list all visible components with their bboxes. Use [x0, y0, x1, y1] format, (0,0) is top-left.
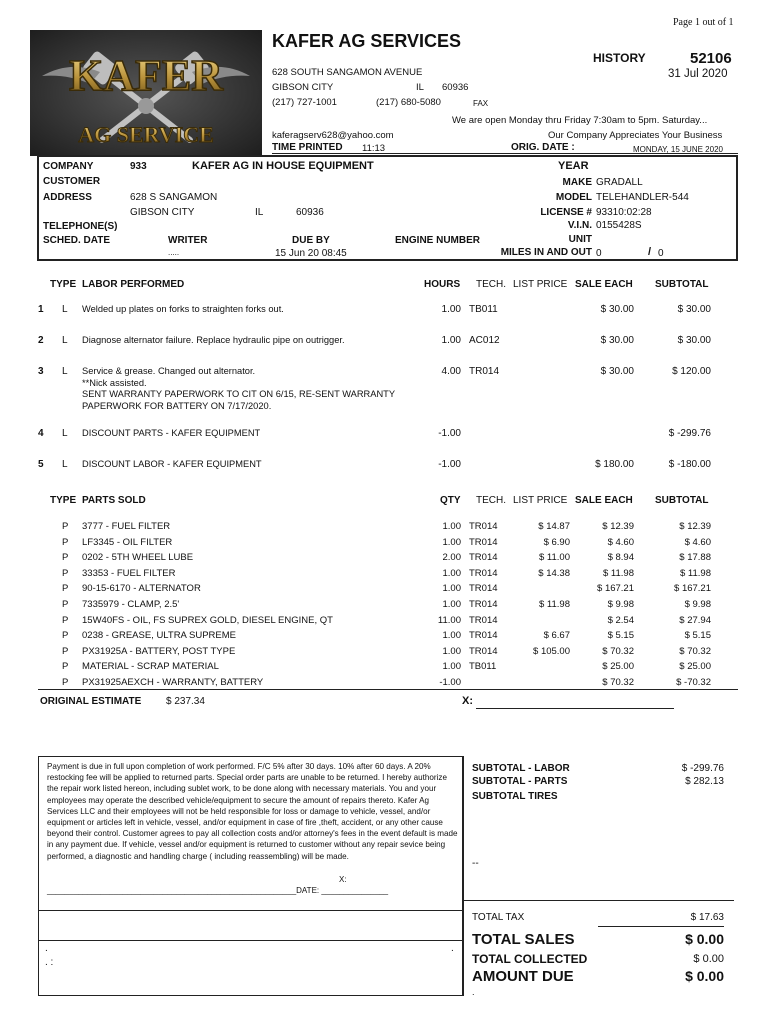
part-description: 15W40FS - OIL, FS SUPREX GOLD, DIESEL ENGINE, QT: [82, 614, 333, 626]
terms-text: Payment is due in full upon completion of work performed. F/C 5% after 30 days. 10% after 60 days. A 20% restocking fee will be applied to returned parts. Special order parts are unable to be returned. I hereby authorize the repair work listed hereon, including sublet work, to be done along with necessary materials. You and your employees may operate the described vehicle/equipment to secure the amount of repairs thereto. Kafer Ag Services LLC and their employees will not be held responsible for loss or damage to vehicle, vessel, and/or equipment or articles left in vehicle, vessel, and/or equipment in case of fire ,theft, accident, or any other cause beyond their control. Customer agrees to pay all collection costs and/or attorney's fees in the event default is made in any payment due. If vehicle, vessel and/or equipment is returned to customer without any repair sevice being performed, a diagnostic and handling charge ( including reassembling) will be made.: [47, 762, 458, 861]
labor-subtotal: $ 30.00: [677, 335, 711, 346]
part-sale-each: $ 70.32: [602, 645, 634, 657]
part-subtotal: $ 12.39: [679, 521, 711, 532]
miles-out: 0: [658, 248, 664, 259]
part-list-price: $ 11.98: [539, 599, 570, 610]
parts-tech-header: TECH.: [476, 495, 506, 506]
part-subtotal: $ 17.88: [679, 552, 711, 564]
part-description: 3777 - FUEL FILTER: [82, 521, 171, 532]
subtotal-labor-label: SUBTOTAL - LABOR: [472, 763, 570, 774]
company-city: GIBSON CITY: [272, 82, 334, 93]
labor-subtotal: $ -299.76: [668, 428, 711, 439]
total-tax-value: $ 17.63: [690, 912, 724, 923]
part-sale-each: $ 167.21: [597, 583, 634, 595]
company-label: COMPANY: [43, 161, 94, 172]
company-phone: (217) 727-1001: [272, 97, 337, 108]
customer-address: 628 S SANGAMON: [130, 192, 218, 203]
part-qty: 1.00: [442, 599, 461, 610]
logo-text-kafer: KAFER: [69, 51, 223, 100]
part-description: LF3345 - OIL FILTER: [82, 536, 173, 548]
part-type: P: [62, 552, 69, 564]
company-number: 933: [130, 161, 147, 172]
part-tech: TR014: [469, 567, 498, 579]
model-value: TELEHANDLER-544: [596, 192, 689, 203]
part-list-price: $ 14.87: [538, 521, 570, 532]
engine-number-label: ENGINE NUMBER: [395, 235, 481, 246]
customer-company-name: KAFER AG IN HOUSE EQUIPMENT: [192, 160, 374, 172]
page-number-label: Page 1 out of 1: [673, 17, 734, 28]
part-subtotal: $ 4.60: [684, 536, 711, 548]
labor-subtotal: $ -180.00: [668, 459, 711, 470]
amount-due-label: AMOUNT DUE: [472, 968, 574, 985]
labor-type-header: TYPE: [50, 279, 77, 290]
total-sales-value: $ 0.00: [685, 931, 724, 947]
company-state: IL: [416, 82, 424, 93]
part-tech: TR014: [469, 614, 498, 626]
subtotal-parts-value: $ 282.13: [685, 776, 724, 787]
labor-description-line: Welded up plates on forks to straighten forks out.: [82, 304, 284, 314]
labor-subtotal: $ 30.00: [677, 304, 711, 315]
part-description: 90-15-6170 - ALTERNATOR: [82, 583, 201, 595]
vin-label: V.I.N.: [567, 220, 592, 231]
tax-underline: [598, 926, 724, 927]
license-label: LICENSE #: [540, 207, 592, 218]
sched-date-label: SCHED. DATE: [43, 235, 111, 246]
labor-sale-each-header: SALE EACH: [575, 279, 633, 290]
part-type: P: [62, 583, 69, 595]
part-qty: 1.00: [442, 630, 461, 642]
part-list-price: $ 11.00: [539, 552, 570, 564]
part-list-price: $ 105.00: [533, 645, 570, 657]
part-sale-each: $ 9.98: [607, 599, 634, 610]
labor-description-line: DISCOUNT PARTS - KAFER EQUIPMENT: [82, 428, 261, 438]
customer-city: GIBSON CITY: [130, 207, 195, 218]
terms-dot-right: .: [451, 943, 454, 954]
part-qty: 2.00: [442, 552, 461, 564]
part-qty: 1.00: [442, 567, 461, 579]
part-tech: TR014: [469, 521, 498, 532]
part-subtotal: $ 5.15: [684, 630, 711, 642]
fax-label: FAX: [473, 99, 489, 108]
labor-hours: 1.00: [441, 335, 461, 346]
labor-sale-each: $ 30.00: [600, 304, 634, 315]
part-description: PX31925AEXCH - WARRANTY, BATTERY: [82, 677, 264, 688]
labor-hours-header: HOURS: [424, 279, 461, 290]
labor-line-number: 3: [38, 366, 44, 377]
part-subtotal: $ 167.21: [674, 583, 711, 595]
part-description: PX31925A - BATTERY, POST TYPE: [82, 645, 236, 657]
part-qty: 1.00: [442, 536, 461, 548]
labor-sale-each: $ 30.00: [600, 366, 634, 377]
company-zip: 60936: [442, 82, 469, 93]
labor-tech: TB011: [469, 304, 498, 315]
time-printed-value: 11:13: [362, 143, 386, 154]
labor-description-line: **Nick assisted.: [82, 377, 147, 388]
model-label: MODEL: [555, 192, 592, 203]
miles-in: 0: [596, 248, 602, 259]
part-sale-each: $ 4.60: [607, 536, 634, 548]
part-qty: 1.00: [442, 583, 461, 595]
part-type: P: [62, 614, 69, 626]
company-logo: [30, 30, 262, 156]
subtotal-labor-value: $ -299.76: [681, 763, 724, 774]
terms-divider-1: [39, 910, 463, 911]
part-subtotal: $ 9.98: [684, 599, 711, 610]
totals-divider: [464, 900, 734, 901]
labor-hours: -1.00: [438, 459, 461, 470]
estimate-divider: [38, 689, 738, 690]
labor-description-line: Diagnose alternator failure. Replace hydraulic pipe on outrigger.: [82, 335, 345, 345]
estimate-signature-x: X:: [462, 695, 473, 707]
part-list-price: $ 14.38: [538, 567, 570, 579]
labor-line-number: 2: [38, 335, 44, 346]
totals-dash: --: [472, 858, 479, 869]
part-subtotal: $ 25.00: [679, 661, 711, 673]
customer-label: CUSTOMER: [43, 176, 101, 187]
labor-type: L: [62, 428, 68, 439]
labor-tech-header: TECH.: [476, 279, 506, 290]
part-description: 0238 - GREASE, ULTRA SUPREME: [82, 630, 236, 642]
make-label: MAKE: [562, 177, 592, 188]
parts-qty-header: QTY: [440, 495, 461, 506]
labor-description-line: PAPERWORK FOR BATTERY ON 7/17/2020.: [82, 400, 272, 411]
part-subtotal: $ 11.98: [680, 567, 711, 579]
writer-label: WRITER: [168, 235, 208, 246]
due-by-value: 15 Jun 20 08:45: [275, 248, 347, 259]
part-list-price: $ 6.90: [543, 536, 570, 548]
labor-line-number: 4: [38, 428, 44, 439]
company-email: kaferagserv628@yahoo.com: [272, 130, 394, 141]
labor-description-line: DISCOUNT LABOR - KAFER EQUIPMENT: [82, 459, 262, 469]
unit-label: UNIT: [568, 234, 592, 245]
labor-line-number: 1: [38, 304, 44, 315]
labor-type: L: [62, 459, 68, 470]
customer-zip: 60936: [296, 207, 324, 218]
business-hours: We are open Monday thru Friday 7:30am to 5pm. Saturday...: [452, 115, 708, 126]
parts-subtotal-header: SUBTOTAL: [655, 495, 709, 506]
part-type: P: [62, 677, 69, 688]
logo-text-ag-service: AG SERVICE: [78, 122, 214, 147]
part-type: P: [62, 567, 69, 579]
original-estimate-label: ORIGINAL ESTIMATE: [40, 696, 142, 707]
terms-signature-x: X:: [339, 875, 347, 884]
labor-type: L: [62, 304, 68, 315]
part-description: 7335979 - CLAMP, 2.5': [82, 599, 180, 610]
part-qty: 1.00: [442, 661, 461, 673]
part-sale-each: $ 11.98: [603, 567, 634, 579]
part-type: P: [62, 661, 69, 673]
parts-sale-each-header: SALE EACH: [575, 495, 633, 506]
part-subtotal: $ 70.32: [679, 645, 711, 657]
totals-bottom-dot: .: [472, 987, 475, 997]
labor-tech: TR014: [469, 366, 500, 377]
part-tech: TR014: [469, 536, 498, 548]
labor-subtotal-header: SUBTOTAL: [655, 279, 709, 290]
part-list-price: $ 6.67: [543, 630, 570, 642]
part-tech: TR014: [469, 599, 498, 610]
part-qty: 1.00: [442, 521, 461, 532]
terms-dot-left: .: [45, 943, 48, 954]
part-sale-each: $ 8.94: [607, 552, 634, 564]
part-qty: -1.00: [439, 677, 461, 688]
terms-colon: . :: [45, 957, 54, 968]
doc-type: HISTORY: [593, 51, 646, 65]
writer-value: .....: [168, 248, 180, 257]
company-name: KAFER AG SERVICES: [272, 31, 462, 51]
part-type: P: [62, 599, 69, 610]
labor-type: L: [62, 335, 68, 346]
part-description: MATERIAL - SCRAP MATERIAL: [82, 661, 219, 673]
labor-hours: 4.00: [441, 366, 461, 377]
total-tax-label: TOTAL TAX: [472, 912, 525, 923]
labor-subtotal: $ 120.00: [672, 366, 711, 377]
subtotal-tires-label: SUBTOTAL TIRES: [472, 791, 558, 802]
part-sale-each: $ 5.15: [607, 630, 634, 642]
company-fax-number: (217) 680-5080: [376, 97, 441, 108]
part-description: 33353 - FUEL FILTER: [82, 567, 176, 579]
doc-date: 31 Jul 2020: [668, 68, 728, 80]
labor-sale-each: $ 30.00: [600, 335, 634, 346]
license-value: 93310:02:28: [596, 207, 652, 218]
amount-due-value: $ 0.00: [685, 968, 724, 984]
total-collected-value: $ 0.00: [693, 953, 724, 965]
part-type: P: [62, 630, 69, 642]
totals-box: [462, 756, 734, 996]
total-sales-label: TOTAL SALES: [472, 931, 575, 948]
part-type: P: [62, 536, 69, 548]
terms-divider-2: [39, 940, 463, 941]
part-tech: TR014: [469, 630, 498, 642]
address-label: ADDRESS: [43, 192, 92, 203]
time-printed-label: TIME PRINTED: [272, 142, 343, 153]
part-description: 0202 - 5TH WHEEL LUBE: [82, 552, 194, 564]
part-tech: TR014: [469, 552, 498, 564]
vin-value: 0155428S: [596, 220, 642, 231]
part-sale-each: $ 70.32: [602, 677, 634, 688]
parts-type-header: TYPE: [50, 495, 77, 506]
year-label: YEAR: [558, 160, 589, 172]
labor-tech: AC012: [469, 335, 500, 346]
part-tech: TB011: [469, 661, 497, 673]
part-qty: 11.00: [437, 614, 461, 626]
due-by-label: DUE BY: [292, 235, 330, 246]
labor-line-number: 5: [38, 459, 44, 470]
customer-state: IL: [255, 207, 264, 218]
part-qty: 1.00: [442, 645, 461, 657]
terms-box: [38, 756, 462, 996]
labor-description-line: SENT WARRANTY PAPERWORK TO CIT ON 6/15, RE-SENT WARRANTY: [82, 389, 396, 399]
part-sale-each: $ 12.39: [602, 521, 634, 532]
part-sale-each: $ 25.00: [602, 661, 634, 673]
part-tech: TR014: [469, 645, 498, 657]
parts-sold-header: PARTS SOLD: [82, 495, 146, 506]
part-type: P: [62, 645, 69, 657]
labor-description-line: Service & grease. Changed out alternator.: [82, 366, 256, 376]
labor-list-price-header: LIST PRICE: [513, 279, 568, 290]
part-sale-each: $ 2.54: [607, 614, 634, 626]
logo-graphic: [30, 30, 262, 156]
orig-date-label: ORIG. DATE :: [511, 142, 575, 153]
doc-number: 52106: [690, 50, 732, 67]
company-address: 628 SOUTH SANGAMON AVENUE: [272, 67, 423, 78]
make-value: GRADALL: [596, 177, 643, 188]
part-tech: TR014: [469, 583, 498, 595]
labor-type: L: [62, 366, 68, 377]
miles-label: MILES IN AND OUT: [500, 247, 592, 258]
header-divider: [272, 153, 738, 154]
subtotal-parts-label: SUBTOTAL - PARTS: [472, 776, 568, 787]
total-collected-label: TOTAL COLLECTED: [472, 952, 588, 966]
company-tagline: Our Company Appreciates Your Business: [548, 130, 723, 141]
estimate-signature-line: [476, 708, 674, 709]
orig-date-value: MONDAY, 15 JUNE 2020: [633, 145, 723, 154]
terms-signature-line: ________________________________________________________DATE: _______________: [47, 886, 389, 895]
parts-list-price-header: LIST PRICE: [513, 495, 568, 506]
part-subtotal: $ -70.32: [676, 677, 711, 688]
original-estimate-value: $ 237.34: [166, 696, 205, 707]
telephone-label: TELEPHONE(S): [43, 221, 118, 232]
labor-hours: -1.00: [438, 428, 461, 439]
labor-hours: 1.00: [441, 304, 461, 315]
miles-separator: /: [648, 246, 652, 258]
labor-sale-each: $ 180.00: [595, 459, 634, 470]
part-type: P: [62, 521, 69, 532]
part-subtotal: $ 27.94: [679, 614, 711, 626]
labor-performed-header: LABOR PERFORMED: [82, 279, 185, 290]
